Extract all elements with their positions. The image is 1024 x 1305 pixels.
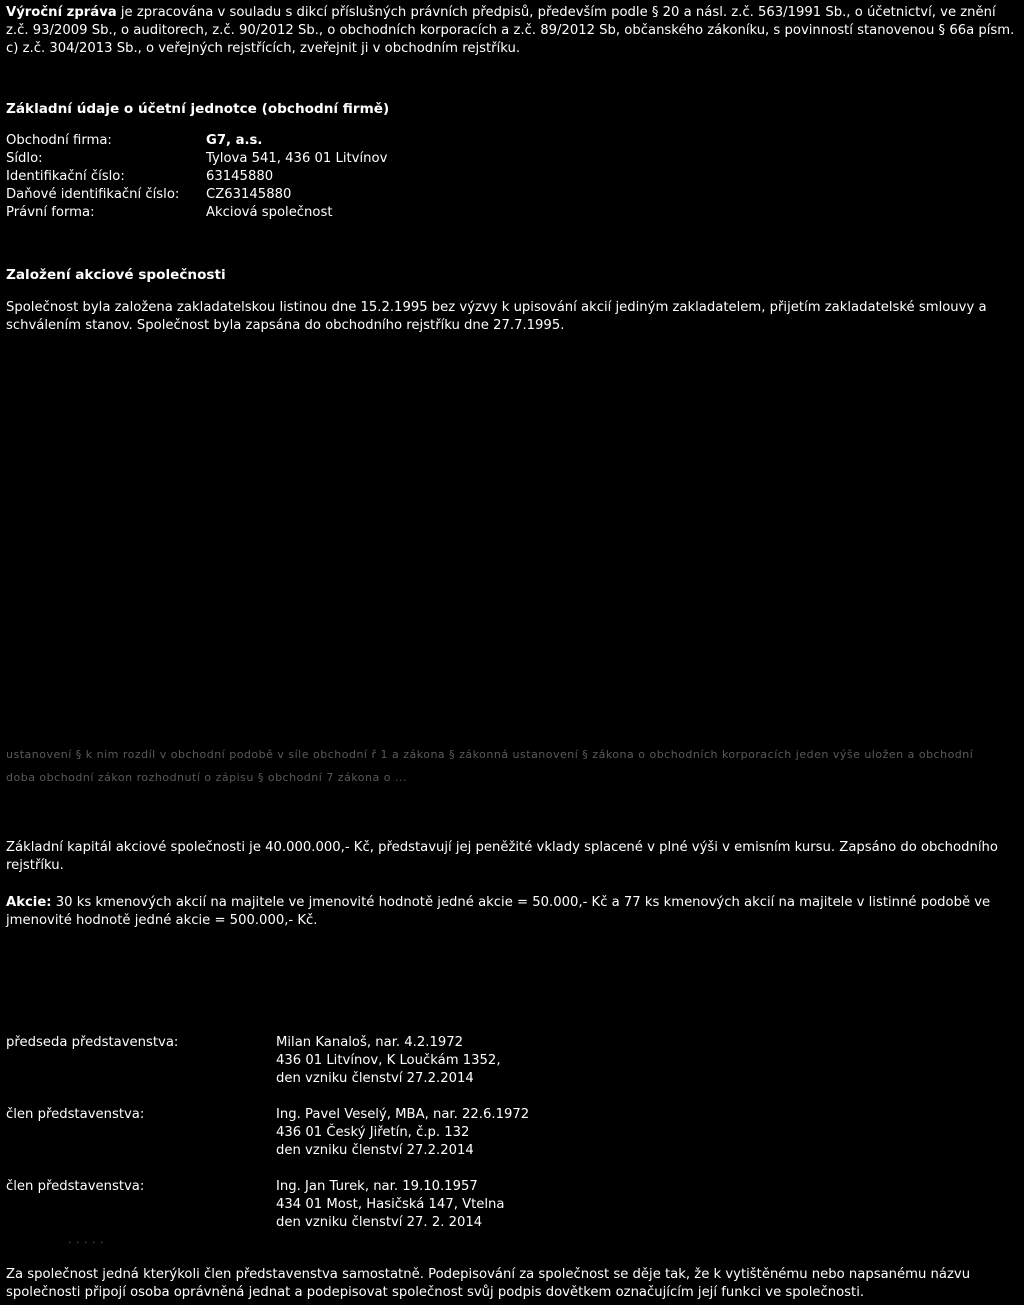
board-role-member-2: člen představenstva: [6,1179,145,1194]
board-line: Ing. Jan Turek, nar. 19.10.1957 [276,1179,478,1194]
board-details-member-2 [276,1178,806,1232]
shares-text: 30 ks kmenových akcií na majitele ve jmenovité hodnotě jedné akcie = 50.000,- Kč a 77 ks kmenových akcií na majitele v listinné podobě ve jmenovité hodnotě jedné akcie = 500.000,- Kč. [6,895,991,928]
founding-title: Založení akciové společnosti [6,267,226,283]
shares-paragraph [6,894,1018,930]
label-company: Obchodní firma: [6,133,112,148]
faint-line-1: ustanovení § k nim rozdíl v obchodní podobě v síle obchodní ř 1 a zákona § zákonná ustanovení § zákona o obchodních korporacích jeden výše uložen a obchodní [6,748,974,761]
label-id: Identifikační číslo: [6,169,125,184]
board-line: den vzniku členství 27.2.2014 [276,1071,474,1086]
board-role-chair: předseda představenstva: [6,1035,179,1050]
representation-paragraph: Za společnost jedná kterýkoli člen představenstva samostatně. Podepisování za společnost se děje tak, že k vytištěnému nebo napsanému názvu společnosti připojí osoba oprávněná jednat a podepisovat společnost svůj podpis dovětkem označujícím její funkci ve společnosti. [6,1267,971,1300]
faint-line-2: doba obchodní zákon rozhodnutí o zápisu § obchodní 7 zákona o ... [6,771,407,784]
shares-bold: Akcie: [6,895,52,910]
board-line: Ing. Pavel Veselý, MBA, nar. 22.6.1972 [276,1107,530,1122]
board-members [6,1034,806,1232]
board-line: den vzniku členství 27. 2. 2014 [276,1215,483,1230]
intro-bold: Výroční zpráva [6,5,117,20]
board-details-member-1 [276,1106,806,1160]
board-line: 436 01 Litvínov, K Loučkám 1352, [276,1053,501,1068]
label-vat-id: Daňové identifikační číslo: [6,187,180,202]
faint-small: . . . . . [68,1233,104,1246]
basic-info-table [6,132,706,222]
value-vat-id: CZ63145880 [206,187,292,202]
value-seat: Tylova 541, 436 01 Litvínov [206,151,388,166]
value-id: 63145880 [206,169,274,184]
board-line: den vzniku členství 27.2.2014 [276,1143,474,1158]
basic-info-title: Základní údaje o účetní jednotce (obchodní firmě) [6,101,390,117]
board-role-member-1: člen představenstva: [6,1107,145,1122]
board-line: 436 01 Český Jiřetín, č.p. 132 [276,1125,470,1140]
value-legal-form: Akciová společnost [206,205,333,220]
label-seat: Sídlo: [6,151,43,166]
capital-paragraph: Základní kapitál akciové společnosti je 40.000.000,- Kč, představují jej peněžité vklady splacené v plné výši v emisním kursu. Zapsáno do obchodního rejstříku. [6,840,998,873]
founding-paragraph: Společnost byla založena zakladatelskou listinou dne 15.2.1995 bez výzvy k upisování akcií jediným zakladatelem, přijetím zakladatelské smlouvy a schválením stanov. Společnost byla zapsána do obchodního rejstříku dne 27.7.1995. [6,300,987,333]
board-line: Milan Kanaloš, nar. 4.2.1972 [276,1035,464,1050]
intro-paragraph [6,4,1018,58]
intro-text: je zpracována v souladu s dikcí příslušných právních předpisů, především podle § 20 a násl. z.č. 563/1991 Sb., o účetnictví, ve znění z.č. 93/2009 Sb., o auditorech, z.č. 90/2012 Sb., o obchodních korporacích a z.č. 89/2012 Sb, občanského zákoníku, s povinností stanovenou § 66a písm. c) z.č. 304/2013 Sb., o veřejných rejstřících, zveřejnit ji v obchodním rejstříku. [6,5,1015,56]
value-company: G7, a.s. [206,133,263,148]
board-details-chair [276,1034,806,1088]
label-legal-form: Právní forma: [6,205,95,220]
board-line: 434 01 Most, Hasičská 147, Vtelna [276,1197,505,1212]
